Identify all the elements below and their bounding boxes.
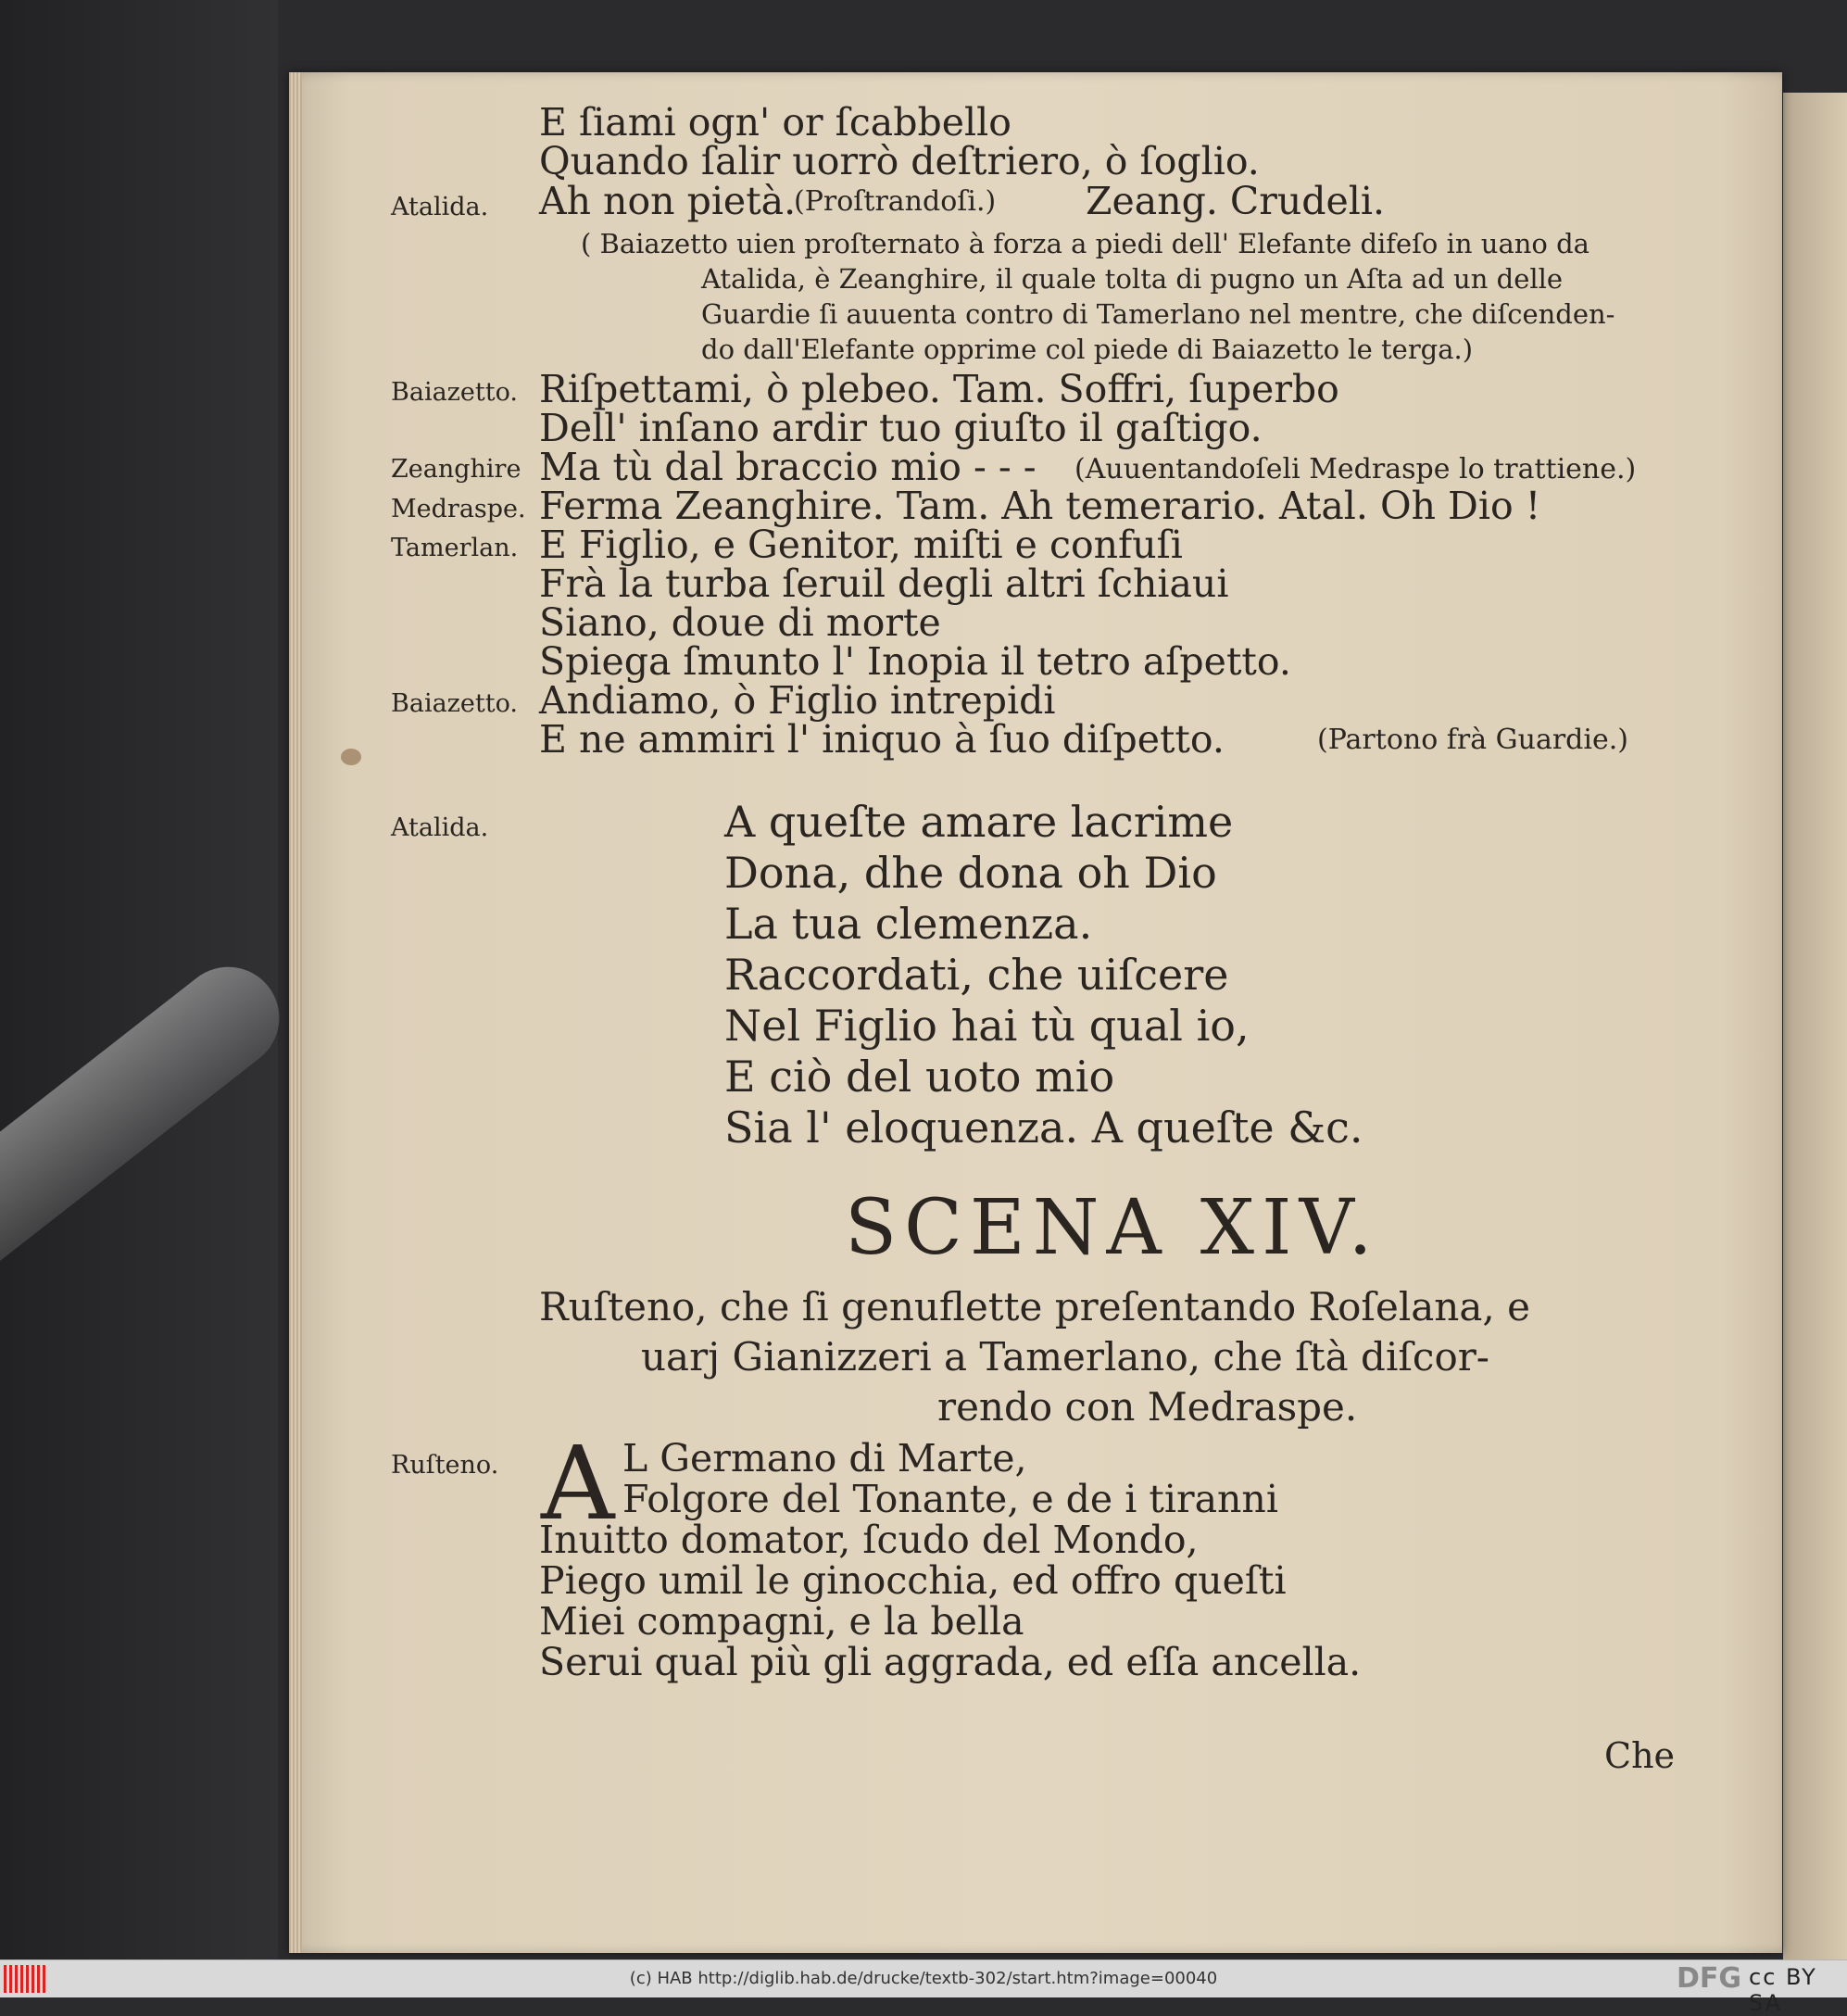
aria-line: E ciò del uoto mio <box>724 1052 1115 1102</box>
stage-note: (Proſtrandoſi.) <box>794 185 997 218</box>
verse-line: E ſiami ogn' or ſcabbello <box>539 100 1011 145</box>
speaker-label: Atalida. <box>391 813 489 842</box>
aria-line: Nel Figlio hai tù qual io, <box>724 1001 1250 1051</box>
verse-line: Ma tù dal braccio mio - - - <box>539 445 1037 489</box>
foxing-spot <box>341 749 361 765</box>
speaker-label: Baiazetto. <box>391 689 518 718</box>
verse-line: Ferma Zeanghire. Tam. Ah temerario. Atal. Oh Dio ! <box>539 484 1541 528</box>
verse-line: E Figlio, e Genitor, miſti e confuſi <box>539 523 1183 567</box>
speaker-label: Atalida. <box>391 193 489 221</box>
aria-line: A queſte amare lacrime <box>724 797 1234 847</box>
verse-line: E ne ammiri l' iniquo à ſuo diſpetto. <box>539 717 1225 762</box>
dfg-logo: DFG <box>1677 1962 1742 1995</box>
verse-line: Folgore del Tonante, e de i tiranni <box>622 1477 1278 1521</box>
speaker-label: Baiazetto. <box>391 378 518 407</box>
facing-page-edge <box>1783 93 1847 1964</box>
verse-line: Ah non pietà. <box>539 179 797 223</box>
stage-note: (Auuentandoſeli Medraspe lo trattiene.) <box>1074 453 1637 485</box>
verse-line: Frà la turba ſeruil degli altri ſchiaui <box>539 561 1229 606</box>
speaker-label: Ruſteno. <box>391 1451 499 1480</box>
page-edges <box>289 72 302 1953</box>
speaker-label: Zeanghire <box>391 455 521 484</box>
verse-line: Spiega ſmunto l' Inopia il tetro aſpetto. <box>539 639 1291 684</box>
verse-line: Serui qual più gli aggrada, ed eſſa ancella. <box>539 1640 1362 1684</box>
speaker-label: Tamerlan. <box>391 534 519 562</box>
scene-description-line: Ruſteno, che ſi genuflette preſentando Roſelana, e <box>539 1284 1530 1329</box>
verse-line: Quando ſalir uorrò deſtriero, ò ſoglio. <box>539 139 1260 183</box>
verse-line: Siano, doue di morte <box>539 600 941 645</box>
scene-description-line: rendo con Medraspe. <box>937 1384 1358 1430</box>
scene-description-line: uarj Gianizzeri a Tamerlano, che ſtà diſcor- <box>641 1334 1490 1380</box>
verse-line: Dell' inſano ardir tuo giuſto il gaſtigo. <box>539 406 1263 450</box>
catchword: Che <box>1604 1735 1676 1776</box>
stage-note: (Partono frà Guardie.) <box>1317 724 1628 756</box>
credit-link[interactable]: (c) HAB http://diglib.hab.de/drucke/textb-302/start.htm?image=00040 <box>629 1969 1218 1988</box>
aria-line: La tua clemenza. <box>724 899 1093 949</box>
verse-line: Riſpettami, ò plebeo. Tam. Soffri, ſuperbo <box>539 367 1339 411</box>
stage-direction-line: Atalida, è Zeanghire, il quale tolta di pugno un Aſta ad un delle <box>701 263 1564 295</box>
verse-line: Inuitto domator, ſcudo del Mondo, <box>539 1518 1199 1562</box>
license-badge[interactable]: cc BY SA <box>1749 1964 1817 2016</box>
verse-line: Andiamo, ò Figlio intrepidi <box>539 678 1056 723</box>
verse-line: Miei compagni, e la bella <box>539 1599 1024 1644</box>
verse-line: L Germano di Marte, <box>622 1436 1027 1480</box>
verse-line: Piego umil le ginocchia, ed offro queſti <box>539 1558 1287 1603</box>
stage-direction-line: ( Baiazetto uien proſternato à forza a piedi dell' Elefante difeſo in uano da <box>581 228 1589 259</box>
aria-line: Sia l' eloquenza. A queſte &c. <box>724 1102 1363 1153</box>
book-page <box>289 72 1782 1953</box>
viewer-footer <box>0 1959 1847 2016</box>
speaker-label: Medraspe. <box>391 495 526 523</box>
scene-title: SCENA XIV. <box>845 1184 1380 1272</box>
stage-direction-line: do dall'Elefante opprime col piede di Baiazetto le terga.) <box>701 334 1474 365</box>
stage-direction-line: Guardie ſi auuenta contro di Tamerlano nel mentre, che diſcenden- <box>701 298 1615 330</box>
aria-line: Dona, dhe dona oh Dio <box>724 848 1217 898</box>
drop-cap: A <box>541 1424 615 1543</box>
aria-line: Raccordati, che uiſcere <box>724 950 1229 1000</box>
verse-line: Zeang. Crudeli. <box>1086 179 1386 223</box>
